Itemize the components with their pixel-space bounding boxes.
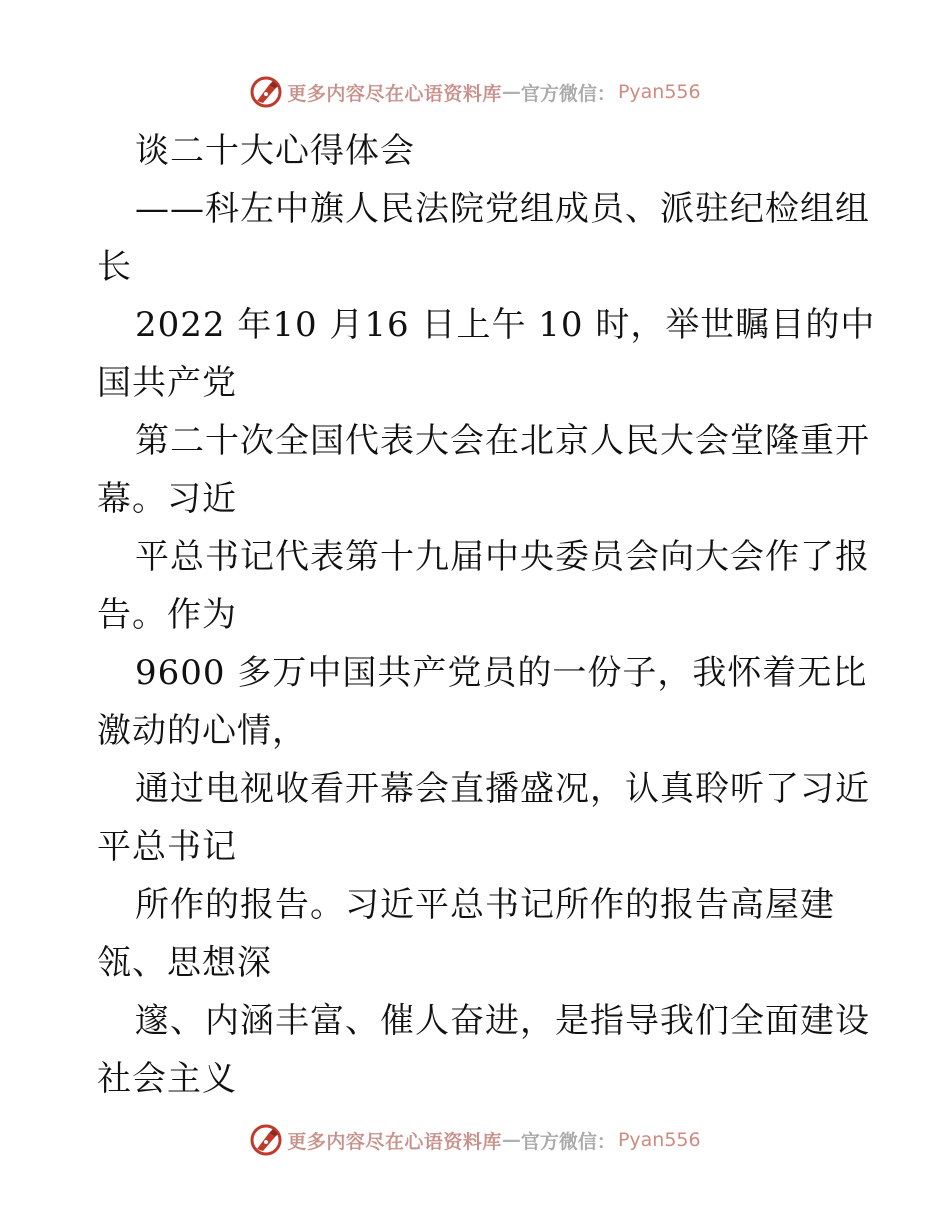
- banner-separator: —: [501, 1129, 521, 1151]
- banner-separator: —: [501, 81, 521, 103]
- doc-line: ——科左中旗人民法院党组成员、派驻纪检组组: [135, 189, 870, 229]
- doc-line: 第二十次全国代表大会在北京人民大会堂隆重开: [135, 421, 870, 461]
- pen-nib-logo-icon: [249, 1123, 283, 1157]
- banner-wechat-label: 官方微信：: [520, 82, 616, 105]
- doc-line: 通过电视收看开幕会直播盛况，认真聆听了习近: [135, 769, 870, 809]
- banner-site-text: 更多内容尽在心语资料库: [287, 1130, 502, 1153]
- doc-line: 2022 年10 月16 日上午 10 时，举世瞩目的中: [135, 305, 876, 345]
- doc-line: 9600 多万中国共产党员的一份子，我怀着无比: [135, 653, 868, 693]
- document-body: [97, 122, 876, 1108]
- footer-banner: [0, 1120, 950, 1160]
- banner-wechat-label: 官方微信：: [520, 1130, 616, 1153]
- doc-line: 平总书记: [97, 827, 237, 867]
- banner-wechat-id: Pyan556: [617, 81, 701, 103]
- doc-line: 长: [97, 247, 132, 287]
- doc-line: 瓴、思想深: [97, 943, 272, 983]
- header-banner: [0, 72, 950, 112]
- doc-title: 谈二十大心得体会: [135, 131, 415, 171]
- doc-line: 国共产党: [97, 363, 237, 403]
- doc-line: 平总书记代表第十九届中央委员会向大会作了报: [135, 537, 870, 577]
- doc-line: 社会主义: [97, 1059, 237, 1099]
- banner-wechat-id: Pyan556: [617, 1129, 701, 1151]
- banner-site-text: 更多内容尽在心语资料库: [287, 82, 502, 105]
- doc-line: 幕。习近: [97, 479, 237, 519]
- doc-line: 邃、内涵丰富、催人奋进，是指导我们全面建设: [135, 1001, 870, 1041]
- pen-nib-logo-icon: [249, 75, 283, 109]
- doc-line: 激动的心情，: [97, 711, 307, 751]
- doc-line: 告。作为: [97, 595, 237, 635]
- doc-line: 所作的报告。习近平总书记所作的报告高屋建: [135, 885, 835, 925]
